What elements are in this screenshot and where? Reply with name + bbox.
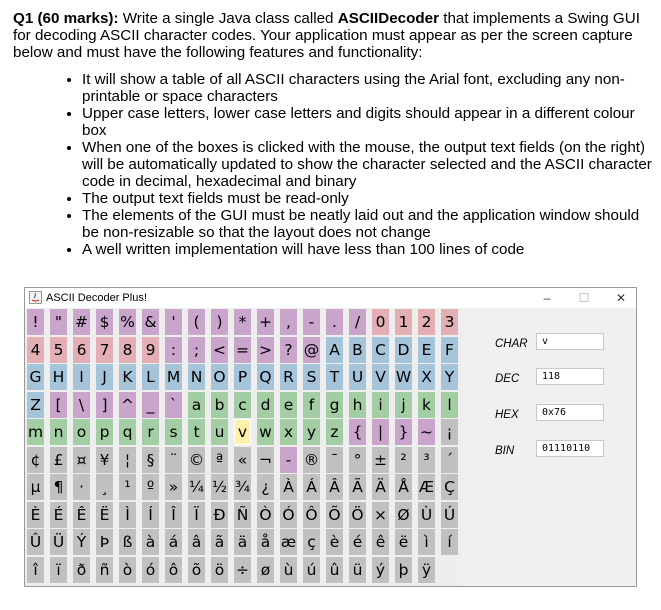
char-cell[interactable]: Z — [27, 392, 44, 418]
char-cell[interactable]: È — [27, 502, 44, 528]
char-cell[interactable]: > — [257, 337, 274, 363]
question-text — [13, 10, 653, 258]
char-cell[interactable]: $ — [96, 309, 113, 335]
char-cell[interactable]: Ä — [372, 474, 389, 500]
char-cell[interactable]: ý — [372, 557, 389, 583]
char-cell[interactable]: · — [73, 474, 90, 500]
char-cell[interactable]: Â — [326, 474, 343, 500]
char-cell[interactable]: Q — [257, 364, 274, 390]
char-cell[interactable]: Î — [165, 502, 182, 528]
char-cell[interactable]: Ò — [257, 502, 274, 528]
char-cell[interactable]: / — [349, 309, 366, 335]
char-cell[interactable]: N — [188, 364, 205, 390]
char-cell[interactable]: ò — [119, 557, 136, 583]
char-cell[interactable]: ä — [234, 529, 251, 555]
char-cell[interactable]: ¹ — [119, 474, 136, 500]
char-cell[interactable]: ¥ — [96, 447, 113, 473]
char-cell[interactable]: ¦ — [119, 447, 136, 473]
char-cell[interactable]: s — [165, 419, 182, 445]
char-cell[interactable]: \ — [73, 392, 90, 418]
char-cell[interactable]: h — [349, 392, 366, 418]
char-cell[interactable]: K — [119, 364, 136, 390]
char-cell[interactable]: ¨ — [165, 447, 182, 473]
char-cell[interactable]: ½ — [211, 474, 228, 500]
char-cell[interactable]: ê — [372, 529, 389, 555]
char-cell[interactable]: Ý — [73, 529, 90, 555]
question-intro-part1: Write a single Java class called — [118, 10, 338, 27]
char-cell[interactable]: þ — [395, 557, 412, 583]
char-cell[interactable]: Ø — [395, 502, 412, 528]
char-cell[interactable]: Ô — [303, 502, 320, 528]
char-cell[interactable]: ~ — [418, 419, 435, 445]
char-cell[interactable]: f — [303, 392, 320, 418]
char-cell[interactable]: m — [27, 419, 44, 445]
char-cell[interactable]: Ù — [418, 502, 435, 528]
char-cell[interactable]: j — [395, 392, 412, 418]
char-cell[interactable]: ó — [142, 557, 159, 583]
char-cell[interactable]: ¤ — [73, 447, 90, 473]
char-cell[interactable]: . — [326, 309, 343, 335]
bin-label: BIN — [495, 445, 515, 457]
char-cell[interactable]: ` — [165, 392, 182, 418]
char-cell[interactable]: W — [395, 364, 412, 390]
ascii-grid — [25, 309, 463, 586]
bin-output: 01110110 — [536, 440, 604, 457]
char-cell[interactable]: µ — [27, 474, 44, 500]
char-cell[interactable]: © — [188, 447, 205, 473]
char-cell[interactable]: y — [303, 419, 320, 445]
requirement-item: • It will show a table of all ASCII characters using the Arial font, excluding any non-printable or space characters — [82, 71, 653, 105]
char-cell[interactable]: C — [372, 337, 389, 363]
char-cell[interactable]: ÿ — [418, 557, 435, 583]
char-cell[interactable]: , — [280, 309, 297, 335]
char-cell[interactable]: } — [395, 419, 412, 445]
char-cell[interactable]: 8 — [119, 337, 136, 363]
requirement-item: • The output text fields must be read-only — [82, 190, 653, 207]
char-cell[interactable]: d — [257, 392, 274, 418]
char-cell[interactable]: ] — [96, 392, 113, 418]
char-cell[interactable]: ¸ — [96, 474, 113, 500]
char-cell[interactable]: º — [142, 474, 159, 500]
char-cell[interactable]: ° — [349, 447, 366, 473]
char-cell[interactable]: c — [234, 392, 251, 418]
char-cell[interactable]: ± — [372, 447, 389, 473]
char-cell[interactable]: + — [257, 309, 274, 335]
maximize-icon: ☐ — [578, 291, 590, 305]
char-cell[interactable]: A — [326, 337, 343, 363]
question-intro — [13, 10, 653, 61]
char-cell[interactable]: : — [165, 337, 182, 363]
char-cell[interactable]: ¬ — [257, 447, 274, 473]
char-cell[interactable]: e — [280, 392, 297, 418]
char-cell[interactable]: ì — [418, 529, 435, 555]
char-cell[interactable]: 0 — [372, 309, 389, 335]
char-cell[interactable]: æ — [280, 529, 297, 555]
title-bar[interactable] — [25, 288, 636, 308]
char-cell[interactable]: ^ — [119, 392, 136, 418]
char-cell[interactable]: ù — [280, 557, 297, 583]
char-cell[interactable]: i — [372, 392, 389, 418]
char-cell[interactable]: ´ — [441, 447, 458, 473]
char-cell[interactable]: ¡ — [441, 419, 458, 445]
char-cell[interactable]: L — [142, 364, 159, 390]
char-cell[interactable]: Ó — [280, 502, 297, 528]
char-cell[interactable]: I — [73, 364, 90, 390]
char-cell[interactable]: á — [165, 529, 182, 555]
char-cell[interactable]: É — [50, 502, 67, 528]
char-cell[interactable]: V — [372, 364, 389, 390]
char-cell[interactable]: q — [119, 419, 136, 445]
char-output: v — [536, 333, 604, 350]
char-cell[interactable]: ) — [211, 309, 228, 335]
char-cell[interactable]: r — [142, 419, 159, 445]
app-window — [24, 287, 637, 587]
char-cell[interactable]: = — [234, 337, 251, 363]
char-cell[interactable]: O — [211, 364, 228, 390]
char-cell[interactable]: Ã — [349, 474, 366, 500]
char-cell[interactable]: ¶ — [50, 474, 67, 500]
char-cell[interactable]: å — [257, 529, 274, 555]
char-cell[interactable]: % — [119, 309, 136, 335]
char-cell[interactable]: ¯ — [326, 447, 343, 473]
char-cell[interactable]: × — [372, 502, 389, 528]
char-cell[interactable]: í — [441, 529, 458, 555]
char-cell[interactable]: p — [96, 419, 113, 445]
minimize-icon[interactable]: – — [543, 291, 551, 305]
char-cell[interactable]: ³ — [418, 447, 435, 473]
char-cell[interactable]: Ñ — [234, 502, 251, 528]
char-cell[interactable]: 1 — [395, 309, 412, 335]
char-cell[interactable]: * — [234, 309, 251, 335]
char-cell[interactable]: a — [188, 392, 205, 418]
char-cell[interactable]: G — [27, 364, 44, 390]
char-cell[interactable]: 4 — [27, 337, 44, 363]
char-cell[interactable]: Æ — [418, 474, 435, 500]
hex-label: HEX — [495, 409, 519, 421]
char-cell[interactable]: ð — [73, 557, 90, 583]
char-cell[interactable]: - — [303, 309, 320, 335]
char-cell[interactable]: â — [188, 529, 205, 555]
question-class-name: ASCIIDecoder — [337, 10, 440, 27]
char-cell[interactable]: { — [349, 419, 366, 445]
char-cell[interactable]: ü — [349, 557, 366, 583]
char-cell[interactable]: k — [418, 392, 435, 418]
char-cell[interactable]: # — [73, 309, 90, 335]
char-cell[interactable]: ( — [188, 309, 205, 335]
char-cell[interactable]: ² — [395, 447, 412, 473]
char-cell[interactable]: § — [142, 447, 159, 473]
char-cell[interactable]: î — [27, 557, 44, 583]
char-cell[interactable]: ø — [257, 557, 274, 583]
char-cell[interactable]: w — [257, 419, 274, 445]
char-cell[interactable]: Ü — [50, 529, 67, 555]
close-icon[interactable]: ✕ — [615, 291, 627, 305]
char-cell[interactable]: à — [142, 529, 159, 555]
char-cell[interactable]: ! — [27, 309, 44, 335]
char-cell[interactable]: ñ — [96, 557, 113, 583]
char-cell[interactable]: Y — [441, 364, 458, 390]
char-cell[interactable]: ô — [165, 557, 182, 583]
char-cell[interactable]: o — [73, 419, 90, 445]
char-cell[interactable]: Á — [303, 474, 320, 500]
char-cell[interactable]: H — [50, 364, 67, 390]
char-cell[interactable]: ë — [395, 529, 412, 555]
dec-label: DEC — [495, 373, 520, 385]
requirement-item: • Upper case letters, lower case letters and digits should appear in a different colour box — [82, 105, 653, 139]
char-cell[interactable]: Í — [142, 502, 159, 528]
char-cell[interactable]: " — [50, 309, 67, 335]
char-cell[interactable]: l — [441, 392, 458, 418]
char-cell[interactable]: D — [395, 337, 412, 363]
char-cell[interactable]: T — [326, 364, 343, 390]
char-cell[interactable]: £ — [50, 447, 67, 473]
char-cell[interactable]: - — [280, 447, 297, 473]
char-cell[interactable]: Ì — [119, 502, 136, 528]
char-cell[interactable]: 3 — [441, 309, 458, 335]
char-cell[interactable]: Õ — [326, 502, 343, 528]
char-cell[interactable]: õ — [188, 557, 205, 583]
char-cell[interactable]: F — [441, 337, 458, 363]
char-cell[interactable]: X — [418, 364, 435, 390]
char-cell[interactable]: E — [418, 337, 435, 363]
char-cell[interactable]: Å — [395, 474, 412, 500]
char-cell[interactable]: 5 — [50, 337, 67, 363]
question-intro-part2: that implements a Swing GUI for decoding ASCII character codes. Your application must appear as per the screen capture below and must have the following features and functionality: — [13, 10, 640, 61]
char-cell[interactable]: ? — [280, 337, 297, 363]
char-cell[interactable]: ã — [211, 529, 228, 555]
char-cell[interactable]: « — [234, 447, 251, 473]
char-cell[interactable]: Ð — [211, 502, 228, 528]
char-cell[interactable]: R — [280, 364, 297, 390]
char-cell[interactable]: S — [303, 364, 320, 390]
char-cell[interactable]: ¿ — [257, 474, 274, 500]
char-cell[interactable]: z — [326, 419, 343, 445]
char-cell[interactable]: ; — [188, 337, 205, 363]
char-cell[interactable]: @ — [303, 337, 320, 363]
char-cell[interactable]: Ú — [441, 502, 458, 528]
char-cell[interactable]: M — [165, 364, 182, 390]
char-cell[interactable]: é — [349, 529, 366, 555]
char-cell[interactable]: ï — [50, 557, 67, 583]
char-cell[interactable]: g — [326, 392, 343, 418]
char-cell[interactable]: » — [165, 474, 182, 500]
char-cell[interactable]: P — [234, 364, 251, 390]
char-cell[interactable]: Ç — [441, 474, 458, 500]
char-cell[interactable]: ª — [211, 447, 228, 473]
char-cell[interactable]: ¼ — [188, 474, 205, 500]
char-cell[interactable]: | — [372, 419, 389, 445]
char-cell[interactable]: v — [234, 419, 251, 445]
char-cell[interactable]: ú — [303, 557, 320, 583]
char-cell[interactable]: ç — [303, 529, 320, 555]
char-cell[interactable]: û — [326, 557, 343, 583]
char-cell[interactable]: Þ — [96, 529, 113, 555]
char-cell[interactable]: À — [280, 474, 297, 500]
char-cell[interactable]: ' — [165, 309, 182, 335]
char-cell[interactable]: n — [50, 419, 67, 445]
requirement-item: • When one of the boxes is clicked with the mouse, the output text fields (on the right) will be automatically updated to show the character selected and the ASCII character code in decimal, hexadecimal and binary — [82, 139, 653, 190]
char-cell[interactable]: J — [96, 364, 113, 390]
char-cell[interactable]: 9 — [142, 337, 159, 363]
char-cell[interactable]: U — [349, 364, 366, 390]
char-cell[interactable]: B — [349, 337, 366, 363]
requirement-item: • A well written implementation will have less than 100 lines of code — [82, 241, 653, 258]
char-cell[interactable]: ¾ — [234, 474, 251, 500]
char-cell[interactable]: ß — [119, 529, 136, 555]
char-cell[interactable]: Û — [27, 529, 44, 555]
char-cell[interactable]: 2 — [418, 309, 435, 335]
char-cell[interactable]: ® — [303, 447, 320, 473]
dec-output: 118 — [536, 368, 604, 385]
requirements-list — [13, 71, 653, 258]
char-cell[interactable]: & — [142, 309, 159, 335]
java-app-icon — [29, 291, 42, 304]
char-cell[interactable]: è — [326, 529, 343, 555]
char-cell[interactable]: _ — [142, 392, 159, 418]
char-cell[interactable]: 6 — [73, 337, 90, 363]
char-cell[interactable]: Ö — [349, 502, 366, 528]
requirement-item: • The elements of the GUI must be neatly laid out and the application window should be non-resizable so that the layout does not change — [82, 207, 653, 241]
char-cell[interactable]: ¢ — [27, 447, 44, 473]
char-cell[interactable]: [ — [50, 392, 67, 418]
char-cell[interactable]: u — [211, 419, 228, 445]
window-title: ASCII Decoder Plus! — [46, 292, 147, 304]
question-heading: Q1 (60 marks): — [13, 10, 119, 27]
char-cell[interactable]: Ê — [73, 502, 90, 528]
char-cell[interactable]: ÷ — [234, 557, 251, 583]
char-cell[interactable]: x — [280, 419, 297, 445]
char-label: CHAR — [495, 338, 528, 350]
char-cell[interactable]: < — [211, 337, 228, 363]
char-cell[interactable]: 7 — [96, 337, 113, 363]
char-cell[interactable]: Ï — [188, 502, 205, 528]
char-cell[interactable]: Ë — [96, 502, 113, 528]
char-cell[interactable]: t — [188, 419, 205, 445]
hex-output: 0x76 — [536, 404, 604, 421]
char-cell[interactable]: ö — [211, 557, 228, 583]
empty-cell — [441, 557, 458, 583]
char-cell[interactable]: b — [211, 392, 228, 418]
